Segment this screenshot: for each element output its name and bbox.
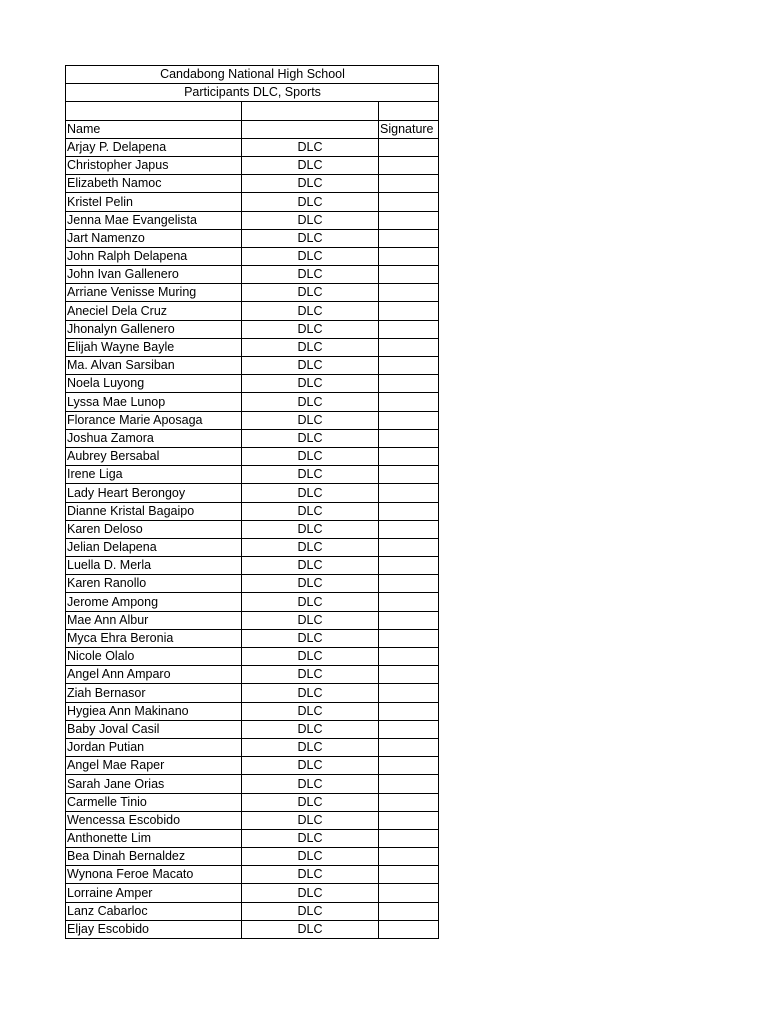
participant-category: DLC [242,193,379,211]
participant-category: DLC [242,375,379,393]
signature-cell[interactable] [379,429,439,447]
blank-row [66,102,439,120]
participant-category: DLC [242,266,379,284]
participant-category: DLC [242,284,379,302]
participant-category: DLC [242,920,379,938]
participant-name: Baby Joval Casil [66,720,242,738]
participant-name: Joshua Zamora [66,429,242,447]
participant-category: DLC [242,484,379,502]
table-row [66,357,439,375]
blank-cell [379,102,439,120]
signature-cell[interactable] [379,611,439,629]
participant-category: DLC [242,720,379,738]
signature-cell[interactable] [379,156,439,174]
table-row [66,684,439,702]
signature-cell[interactable] [379,684,439,702]
signature-cell[interactable] [379,848,439,866]
participant-name: John Ivan Gallenero [66,266,242,284]
table-row [66,575,439,593]
table-row [66,557,439,575]
table-row [66,629,439,647]
participant-category: DLC [242,338,379,356]
participant-name: Sarah Jane Orias [66,775,242,793]
signature-cell[interactable] [379,466,439,484]
participant-category: DLC [242,429,379,447]
table-row [66,320,439,338]
participant-name: Arjay P. Delapena [66,138,242,156]
participant-category: DLC [242,575,379,593]
participant-name: Lady Heart Berongoy [66,484,242,502]
participant-name: Hygiea Ann Makinano [66,702,242,720]
participant-name: Ma. Alvan Sarsiban [66,357,242,375]
participant-name: Carmelle Tinio [66,793,242,811]
table-row [66,156,439,174]
table-row [66,648,439,666]
participant-name: Jelian Delapena [66,538,242,556]
participant-name: Kristel Pelin [66,193,242,211]
participant-name: Myca Ehra Beronia [66,629,242,647]
table-row [66,247,439,265]
participant-category: DLC [242,538,379,556]
participant-category: DLC [242,156,379,174]
participant-name: Lorraine Amper [66,884,242,902]
signature-cell[interactable] [379,666,439,684]
participant-name: Aneciel Dela Cruz [66,302,242,320]
participants-sheet [65,65,439,939]
participant-name: Wencessa Escobido [66,811,242,829]
participant-name: Aubrey Bersabal [66,447,242,465]
participant-name: Jordan Putian [66,738,242,756]
table-row [66,211,439,229]
blank-cell [66,102,242,120]
participant-category: DLC [242,393,379,411]
signature-cell[interactable] [379,629,439,647]
signature-cell[interactable] [379,375,439,393]
participant-name: Karen Ranollo [66,575,242,593]
signature-cell[interactable] [379,720,439,738]
signature-cell[interactable] [379,502,439,520]
signature-cell[interactable] [379,393,439,411]
participant-category: DLC [242,447,379,465]
table-row [66,375,439,393]
participant-name: Jenna Mae Evangelista [66,211,242,229]
participant-name: Florance Marie Aposaga [66,411,242,429]
participant-category: DLC [242,702,379,720]
title-row [66,66,439,84]
table-row [66,502,439,520]
participant-category: DLC [242,466,379,484]
participant-name: Jart Namenzo [66,229,242,247]
participant-category: DLC [242,175,379,193]
table-row [66,611,439,629]
participant-category: DLC [242,738,379,756]
table-row [66,884,439,902]
table-row [66,757,439,775]
participant-category: DLC [242,302,379,320]
table-row [66,775,439,793]
participant-category: DLC [242,757,379,775]
column-header-row [66,120,439,138]
signature-cell[interactable] [379,320,439,338]
table-row [66,902,439,920]
signature-cell[interactable] [379,811,439,829]
participant-name: Jhonalyn Gallenero [66,320,242,338]
participant-category: DLC [242,557,379,575]
participant-category: DLC [242,902,379,920]
participant-category: DLC [242,666,379,684]
participant-category: DLC [242,211,379,229]
table-row [66,593,439,611]
participant-category: DLC [242,593,379,611]
participant-category: DLC [242,138,379,156]
blank-cell [242,102,379,120]
participant-name: Luella D. Merla [66,557,242,575]
participant-category: DLC [242,502,379,520]
signature-cell[interactable] [379,338,439,356]
signature-cell[interactable] [379,866,439,884]
participant-name: Anthonette Lim [66,829,242,847]
table-row [66,466,439,484]
participant-category: DLC [242,684,379,702]
participant-category: DLC [242,411,379,429]
participant-name: Wynona Feroe Macato [66,866,242,884]
signature-cell[interactable] [379,357,439,375]
signature-cell[interactable] [379,902,439,920]
participant-name: Christopher Japus [66,156,242,174]
signature-cell[interactable] [379,575,439,593]
table-row [66,266,439,284]
signature-cell[interactable] [379,920,439,938]
subtitle-row [66,84,439,102]
participant-category: DLC [242,520,379,538]
signature-cell[interactable] [379,884,439,902]
participant-name: Dianne Kristal Bagaipo [66,502,242,520]
signature-cell[interactable] [379,757,439,775]
table-row [66,484,439,502]
table-row [66,229,439,247]
signature-cell[interactable] [379,520,439,538]
table-row [66,702,439,720]
table-row [66,720,439,738]
participant-category: DLC [242,648,379,666]
participant-name: Noela Luyong [66,375,242,393]
table-row [66,920,439,938]
participant-name: Karen Deloso [66,520,242,538]
participant-category: DLC [242,775,379,793]
participant-name: Angel Ann Amparo [66,666,242,684]
table-row [66,520,439,538]
signature-cell[interactable] [379,266,439,284]
signature-column-header: Signature [379,120,439,138]
participant-name: Elizabeth Namoc [66,175,242,193]
signature-cell[interactable] [379,211,439,229]
table-row [66,393,439,411]
signature-cell[interactable] [379,829,439,847]
participant-category: DLC [242,829,379,847]
signature-cell[interactable] [379,484,439,502]
participant-category: DLC [242,229,379,247]
participant-name: Bea Dinah Bernaldez [66,848,242,866]
signature-cell[interactable] [379,738,439,756]
table-row [66,193,439,211]
participant-name: Jerome Ampong [66,593,242,611]
signature-cell[interactable] [379,284,439,302]
category-column-header [242,120,379,138]
signature-cell[interactable] [379,793,439,811]
signature-cell[interactable] [379,247,439,265]
signature-cell[interactable] [379,557,439,575]
participant-name: Lyssa Mae Lunop [66,393,242,411]
participant-name: Lanz Cabarloc [66,902,242,920]
signature-cell[interactable] [379,447,439,465]
participant-name: Elijah Wayne Bayle [66,338,242,356]
table-row [66,411,439,429]
signature-cell[interactable] [379,648,439,666]
table-row [66,338,439,356]
participant-category: DLC [242,848,379,866]
table-row [66,738,439,756]
signature-cell[interactable] [379,593,439,611]
table-row [66,302,439,320]
participant-name: Nicole Olalo [66,648,242,666]
signature-cell[interactable] [379,193,439,211]
table-row [66,429,439,447]
table-row [66,848,439,866]
participant-category: DLC [242,611,379,629]
table-row [66,138,439,156]
participant-category: DLC [242,811,379,829]
signature-cell[interactable] [379,702,439,720]
table-row [66,866,439,884]
participant-category: DLC [242,884,379,902]
participant-category: DLC [242,320,379,338]
participant-category: DLC [242,866,379,884]
table-row [66,175,439,193]
table-row [66,811,439,829]
signature-cell[interactable] [379,775,439,793]
participant-name: Mae Ann Albur [66,611,242,629]
table-row [66,793,439,811]
signature-cell[interactable] [379,175,439,193]
signature-cell[interactable] [379,411,439,429]
participant-category: DLC [242,357,379,375]
participant-name: Irene Liga [66,466,242,484]
participant-category: DLC [242,247,379,265]
signature-cell[interactable] [379,138,439,156]
participant-name: Eljay Escobido [66,920,242,938]
signature-cell[interactable] [379,302,439,320]
participant-name: Arriane Venisse Muring [66,284,242,302]
table-row [66,829,439,847]
participant-name: John Ralph Delapena [66,247,242,265]
table-row [66,284,439,302]
participant-name: Ziah Bernasor [66,684,242,702]
table-row [66,666,439,684]
signature-cell[interactable] [379,538,439,556]
name-column-header: Name [66,120,242,138]
school-name: Candabong National High School [66,66,439,84]
participant-name: Angel Mae Raper [66,757,242,775]
participant-category: DLC [242,793,379,811]
table-row [66,538,439,556]
signature-cell[interactable] [379,229,439,247]
sheet-body [66,66,439,939]
sheet-subtitle: Participants DLC, Sports [66,84,439,102]
table-row [66,447,439,465]
participant-category: DLC [242,629,379,647]
